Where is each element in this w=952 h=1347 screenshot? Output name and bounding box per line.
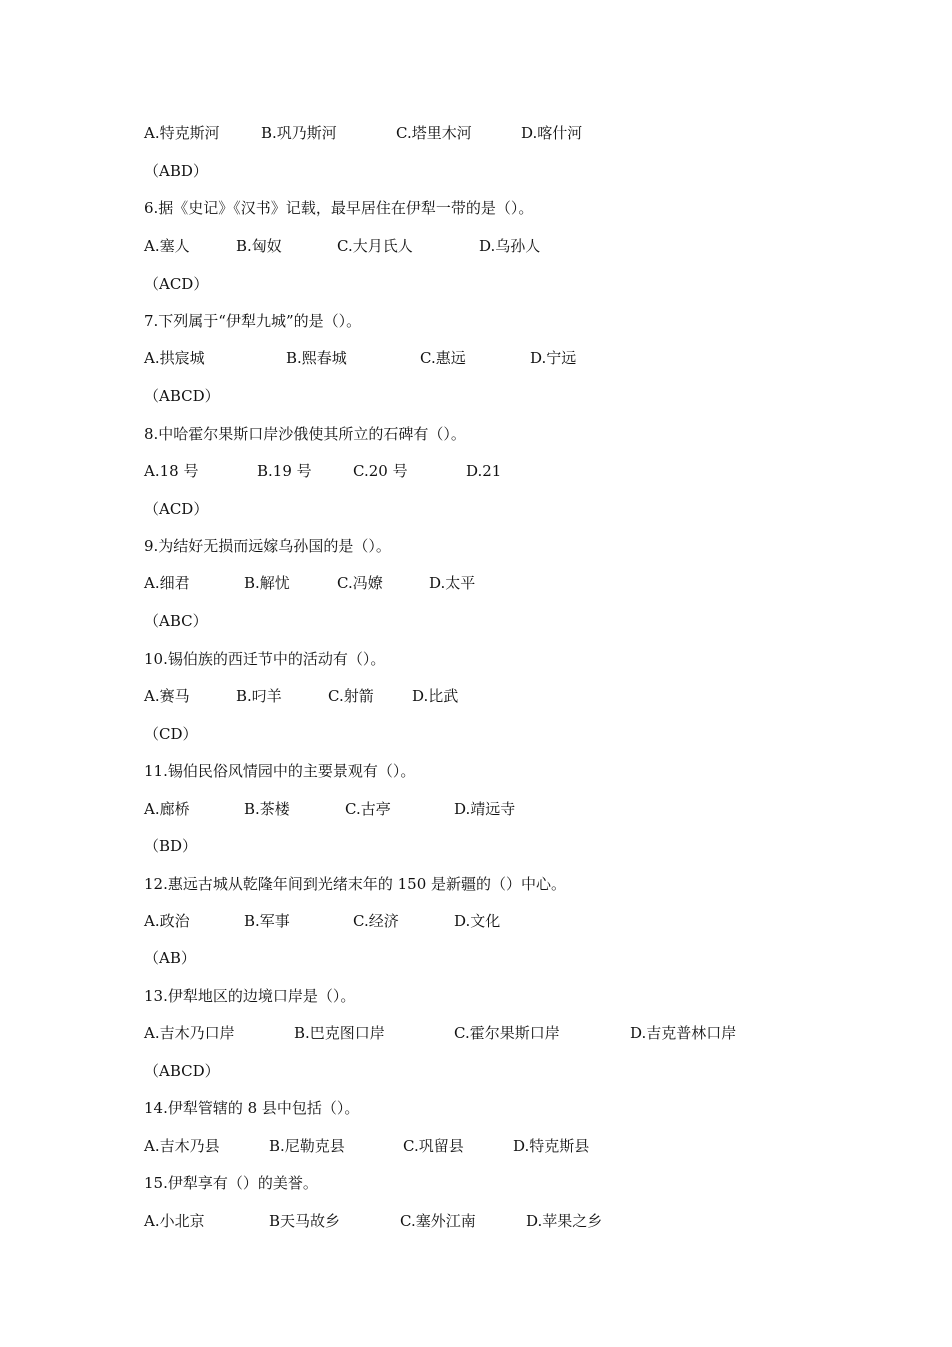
q10-option-d: D.比武 xyxy=(412,687,459,705)
q6-option-b: B.匈奴 xyxy=(236,237,282,255)
q11-option-b: B.茶楼 xyxy=(244,800,290,818)
q6-question: 6.据《史记》《汉书》记载，最早居住在伊犁一带的是（）。 xyxy=(144,199,534,217)
q11-answer: （BD） xyxy=(144,837,198,855)
q13-answer: （ABCD） xyxy=(144,1062,220,1080)
q9-option-d: D.太平 xyxy=(429,574,476,592)
q13-option-d: D.吉克普林口岸 xyxy=(630,1024,737,1042)
q8-answer: （ACD） xyxy=(144,500,209,518)
q15-option-c: C.塞外江南 xyxy=(400,1212,476,1230)
q5-option-b: B.巩乃斯河 xyxy=(261,124,337,142)
q13-option-a: A.吉木乃口岸 xyxy=(144,1024,235,1042)
q13-option-c: C.霍尔果斯口岸 xyxy=(454,1024,560,1042)
q7-answer: （ABCD） xyxy=(144,387,220,405)
q9-question: 9.为结好无损而远嫁乌孙国的是（）。 xyxy=(144,537,391,555)
q9-option-c: C.冯嫽 xyxy=(337,574,383,592)
q11-option-d: D.靖远寺 xyxy=(454,800,516,818)
q9-option-a: A.细君 xyxy=(144,574,190,592)
q12-option-d: D.文化 xyxy=(454,912,501,930)
q15-option-a: A.小北京 xyxy=(144,1212,205,1230)
q8-option-c: C.20 号 xyxy=(353,462,408,480)
q10-option-a: A.赛马 xyxy=(144,687,190,705)
q13-option-b: B.巴克图口岸 xyxy=(294,1024,385,1042)
q13-question: 13.伊犁地区的边境口岸是（）。 xyxy=(144,987,356,1005)
q7-option-a: A.拱宸城 xyxy=(144,349,205,367)
q7-option-b: B.熙春城 xyxy=(286,349,347,367)
q10-answer: （CD） xyxy=(144,725,198,743)
q5-option-d: D.喀什河 xyxy=(521,124,583,142)
q6-answer: （ACD） xyxy=(144,275,209,293)
q11-question: 11.锡伯民俗风情园中的主要景观有（）。 xyxy=(144,762,416,780)
q10-question: 10.锡伯族的西迁节中的活动有（）。 xyxy=(144,650,386,668)
q15-question: 15.伊犁享有（）的美誉。 xyxy=(144,1174,318,1192)
q5-answer: （ABD） xyxy=(144,162,208,180)
q8-option-a: A.18 号 xyxy=(144,462,199,480)
q11-option-a: A.廊桥 xyxy=(144,800,190,818)
q11-option-c: C.古亭 xyxy=(345,800,391,818)
q10-option-c: C.射箭 xyxy=(328,687,374,705)
q15-option-b: B天马故乡 xyxy=(269,1212,341,1230)
q6-option-a: A.塞人 xyxy=(144,237,190,255)
q6-option-d: D.乌孙人 xyxy=(479,237,541,255)
q12-answer: （AB） xyxy=(144,949,196,967)
q8-question: 8.中哈霍尔果斯口岸沙俄使其所立的石碑有（）。 xyxy=(144,425,466,443)
q6-option-c: C.大月氏人 xyxy=(337,237,413,255)
q8-option-d: D.21 xyxy=(466,462,502,480)
q14-question: 14.伊犁管辖的 8 县中包括（）。 xyxy=(144,1099,360,1117)
q5-option-a: A.特克斯河 xyxy=(144,124,220,142)
q7-option-c: C.惠远 xyxy=(420,349,466,367)
q9-answer: （ABC） xyxy=(144,612,208,630)
q14-option-b: B.尼勒克县 xyxy=(269,1137,345,1155)
q15-option-d: D.苹果之乡 xyxy=(526,1212,603,1230)
q12-option-a: A.政治 xyxy=(144,912,190,930)
q14-option-a: A.吉木乃县 xyxy=(144,1137,220,1155)
q9-option-b: B.解忧 xyxy=(244,574,290,592)
q12-option-c: C.经济 xyxy=(353,912,399,930)
q7-option-d: D.宁远 xyxy=(530,349,577,367)
q12-question: 12.惠远古城从乾隆年间到光绪末年的 150 是新疆的（）中心。 xyxy=(144,875,567,893)
q12-option-b: B.军事 xyxy=(244,912,290,930)
q8-option-b: B.19 号 xyxy=(257,462,312,480)
q5-option-c: C.塔里木河 xyxy=(396,124,472,142)
q14-option-c: C.巩留县 xyxy=(403,1137,464,1155)
q7-question: 7.下列属于“伊犁九城”的是（）。 xyxy=(144,312,362,330)
q10-option-b: B.叼羊 xyxy=(236,687,282,705)
q14-option-d: D.特克斯县 xyxy=(513,1137,590,1155)
